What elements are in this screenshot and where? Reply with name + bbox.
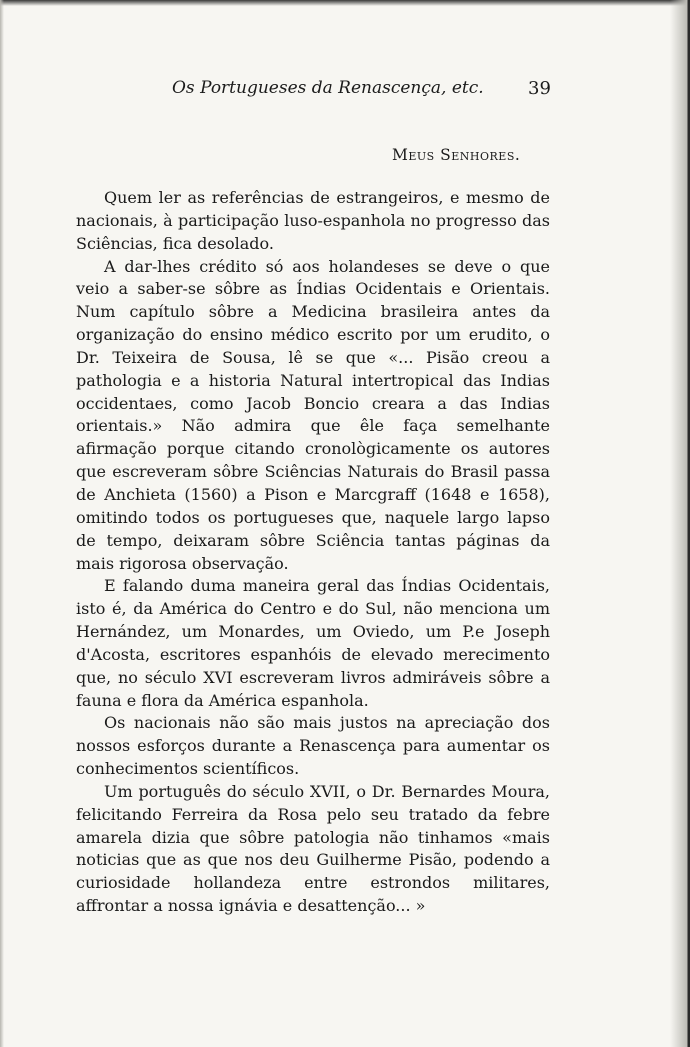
paragraph-5: Um português do século XVII, o Dr. Bernardes Moura, felicitando Ferreira da Rosa pelo seu tratado da febre amarela dizia que sôbre patologia não tinhamos «mais noticias que as que nos deu Guilherme Pisão, podendo a curiosidade hollandeza entre estrondos militares, affrontar a nossa ignávia e desattenção... » [76,781,550,916]
salutation: Meus Senhores. [392,146,521,164]
page-left-edge-shadow [0,0,4,1047]
paragraph-1: Quem ler as referências de estrangeiros, e mesmo de nacionais, à participação luso-espanhola no progresso das Sciências, fica desolado. [76,188,550,253]
body-text [76,187,550,918]
paragraph-4: Os nacionais não são mais justos na apreciação dos nossos esforços durante a Renascença para aumentar os conhecimentos scientíficos. [76,713,550,779]
running-head-title: Os Portugueses da Renascença, etc. [172,78,484,98]
page-number: 39 [528,78,551,99]
paragraph-2: A dar-lhes crédito só aos holandeses se deve o que veio a saber-se sôbre as Índias Ocidentais e Orientais. Num capítulo sôbre a Medicina brasileira antes da organização do ensino médico escrito por um erudito, o Dr. Teixeira de Sousa, lê se que «... Pisão creou a pathologia e a historia Natural intertropical das Indias occidentaes, como Jacob Boncio creara a das Indias orientais.» Não admira que êle faça semelhante afirmação porque citando cronològicamente os autores que escreveram sôbre Sciências Naturais do Brasil passa de Anchieta (1560) a Pison e Marcgraff (1648 e 1658), omitindo todos os portugueses que, naquele largo lapso de tempo, deixaram sôbre Sciência tantas páginas da mais rigorosa observação. [76,256,550,573]
paragraph-3: E falando duma maneira geral das Índias Ocidentais, isto é, da América do Centro e do Sul, não menciona um Hernández, um Monardes, um Oviedo, um P.e Joseph d'Acosta, escritores espanhóis de elevado merecimento que, no século XVI escreveram livros admiráveis sôbre a fauna e flora da América espanhola. [76,576,550,710]
